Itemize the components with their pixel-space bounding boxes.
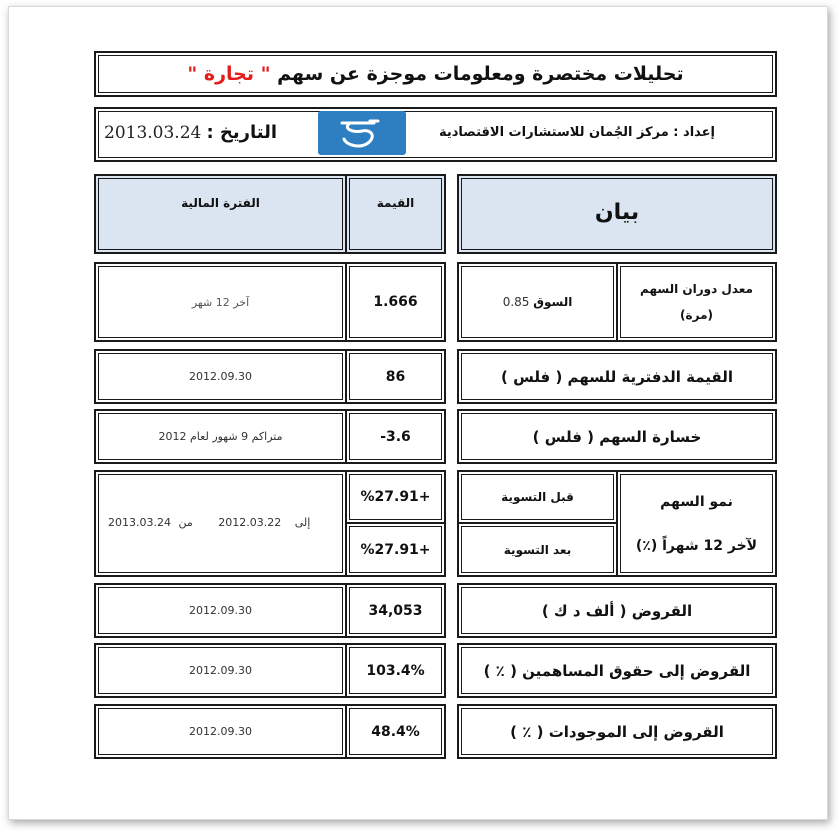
growth-label-line1: نمو السهم: [660, 493, 733, 510]
title-stock-name: " تجارة ": [187, 63, 271, 85]
title-box: [94, 51, 777, 97]
prepared-label: إعداد :: [673, 125, 715, 140]
growth-before-label-text: قبل التسوية: [501, 490, 574, 504]
loans-label: [457, 583, 777, 638]
prepared-by-value: مركز الجُمان للاستشارات الاقتصادية: [438, 125, 669, 140]
turnover-period: [94, 262, 347, 342]
eps-loss-value: [345, 409, 446, 464]
loans-assets-label-text: القروض إلى الموجودات ( ٪ ): [510, 722, 724, 741]
eps-loss-label-text: خسارة السهم ( فلس ): [532, 427, 702, 446]
header-value: [345, 174, 446, 254]
growth-to-date: 2013.03.24: [108, 516, 171, 529]
turnover-value-text: 1.666: [373, 294, 418, 310]
loans-assets-period-text: 2012.09.30: [189, 725, 252, 738]
loans-assets-label: [457, 704, 777, 759]
loans-period-text: 2012.09.30: [189, 604, 252, 617]
market-label: السوق: [533, 295, 573, 309]
date-label: التاريخ :: [206, 122, 278, 143]
eps-loss-period-text: متراكم 9 شهور لعام 2012: [158, 430, 283, 443]
growth-to-label: إلى: [294, 516, 311, 529]
growth-after-value: [345, 522, 446, 577]
header-item: [457, 174, 777, 254]
growth-before-value: [345, 470, 446, 524]
header-item-label: بيان: [594, 199, 640, 225]
date-value: 2013.03.24: [104, 123, 202, 143]
title-main: تحليلات مختصرة ومعلومات موجزة عن سهم: [277, 63, 684, 85]
loans-equity-value-text: 103.4%: [366, 662, 425, 679]
loans-value-text: 34,053: [368, 602, 423, 619]
loans-assets-period: [94, 704, 347, 759]
logo-mark-icon: [332, 115, 392, 151]
loans-period: [94, 583, 347, 638]
growth-from-label: من: [178, 516, 193, 529]
report-date: [104, 122, 277, 143]
turnover-period-text: آخر 12 شهر: [191, 295, 250, 309]
loans-assets-value-text: 48.4%: [371, 723, 420, 740]
book-value-period: [94, 349, 347, 404]
loans-equity-period-text: 2012.09.30: [189, 664, 252, 677]
book-value-label-text: القيمة الدفترية للسهم ( فلس ): [501, 367, 733, 386]
prepared-by: [439, 125, 715, 140]
turnover-label-line1: معدل دوران السهم: [640, 282, 753, 296]
growth-from-date: 2012.03.22: [218, 516, 282, 529]
eps-loss-label: [457, 409, 777, 464]
growth-label: [616, 470, 777, 577]
header-period-label: الفترة المالية: [181, 196, 260, 210]
book-value-label: [457, 349, 777, 404]
book-value-value: [345, 349, 446, 404]
growth-after-label-text: بعد التسوية: [503, 542, 572, 557]
growth-after-label: [457, 522, 618, 577]
growth-label-line2: لآخر 12 شهراً (٪): [635, 537, 758, 554]
growth-after-value-text: %27.91+: [360, 541, 431, 558]
book-value-period-text: 2012.09.30: [189, 370, 252, 383]
turnover-value: [345, 262, 446, 342]
loans-assets-value: [345, 704, 446, 759]
eps-loss-value-text: -3.6: [380, 428, 411, 445]
turnover-market-text: [503, 295, 573, 309]
market-value: 0.85: [502, 295, 530, 309]
header-period: [94, 174, 347, 254]
loans-value: [345, 583, 446, 638]
turnover-label: [616, 262, 777, 342]
loans-equity-period: [94, 643, 347, 698]
growth-before-value-text: %27.91+: [360, 489, 431, 505]
jumman-logo-icon: [318, 111, 406, 155]
page-title: [187, 63, 683, 85]
loans-equity-label-text: القروض إلى حقوق المساهمين ( ٪ ): [483, 661, 751, 680]
turnover-market: [457, 262, 618, 342]
turnover-label-line2: (مرة): [680, 308, 713, 322]
header-value-label: القيمة: [376, 196, 415, 210]
loans-equity-value: [345, 643, 446, 698]
eps-loss-period: [94, 409, 347, 464]
loans-equity-label: [457, 643, 777, 698]
growth-before-label: [457, 470, 618, 524]
growth-period-text: [108, 516, 310, 529]
book-value-value-text: 86: [385, 368, 406, 385]
loans-label-text: القروض ( ألف د ك ): [541, 601, 693, 620]
